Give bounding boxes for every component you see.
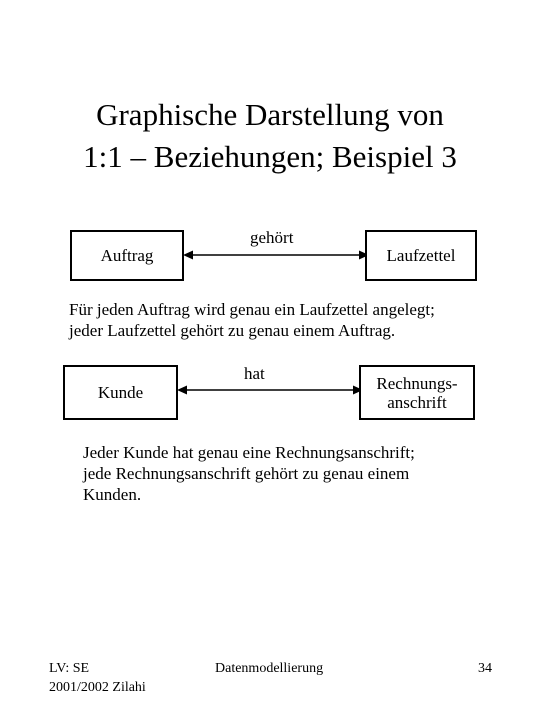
entity-label-laufzettel: Laufzettel — [386, 246, 456, 265]
entity-label-auftrag: Auftrag — [100, 246, 154, 265]
double-arrow-connector-2 — [175, 380, 365, 400]
description-2-line-2: jede Rechnungsanschrift gehört zu genau einem — [83, 464, 410, 483]
slide-title-line-2: 1:1 – Beziehungen; Beispiel 3 — [83, 139, 457, 174]
entity-box-laufzettel — [365, 230, 477, 281]
double-arrow-connector-1 — [181, 245, 371, 265]
footer-course-line-1: LV: SE — [49, 661, 90, 676]
description-2-line-1: Jeder Kunde hat genau eine Rechnungsanschrift; — [83, 443, 415, 462]
description-diagram-1 — [69, 299, 435, 341]
slide-title-line-1: Graphische Darstellung von — [96, 97, 444, 132]
entity-box-rechnungsanschrift — [359, 365, 475, 420]
footer-course — [49, 659, 146, 697]
entity-label-kunde: Kunde — [97, 383, 144, 402]
footer-topic: Datenmodellierung — [215, 661, 324, 676]
description-1-line-1: Für jeden Auftrag wird genau ein Laufzettel angelegt; — [69, 300, 435, 319]
description-diagram-2 — [83, 442, 415, 505]
description-1-line-2: jeder Laufzettel gehört zu genau einem Auftrag. — [69, 321, 396, 340]
footer-page-number: 34 — [478, 661, 492, 676]
slide-title — [20, 94, 520, 178]
entity-box-kunde — [63, 365, 178, 420]
entity-label-rechnungsanschrift-line-2: anschrift — [387, 392, 447, 412]
footer-course-line-2: 2001/2002 Zilahi — [49, 680, 146, 695]
relation-label-gehoert: gehört — [250, 228, 294, 247]
entity-label-rechnungsanschrift — [376, 374, 457, 412]
entity-label-rechnungsanschrift-line-1: Rechnungs- — [376, 373, 458, 393]
entity-box-auftrag — [70, 230, 184, 281]
relation-label-hat: hat — [244, 364, 265, 383]
description-2-line-3: Kunden. — [83, 485, 142, 504]
